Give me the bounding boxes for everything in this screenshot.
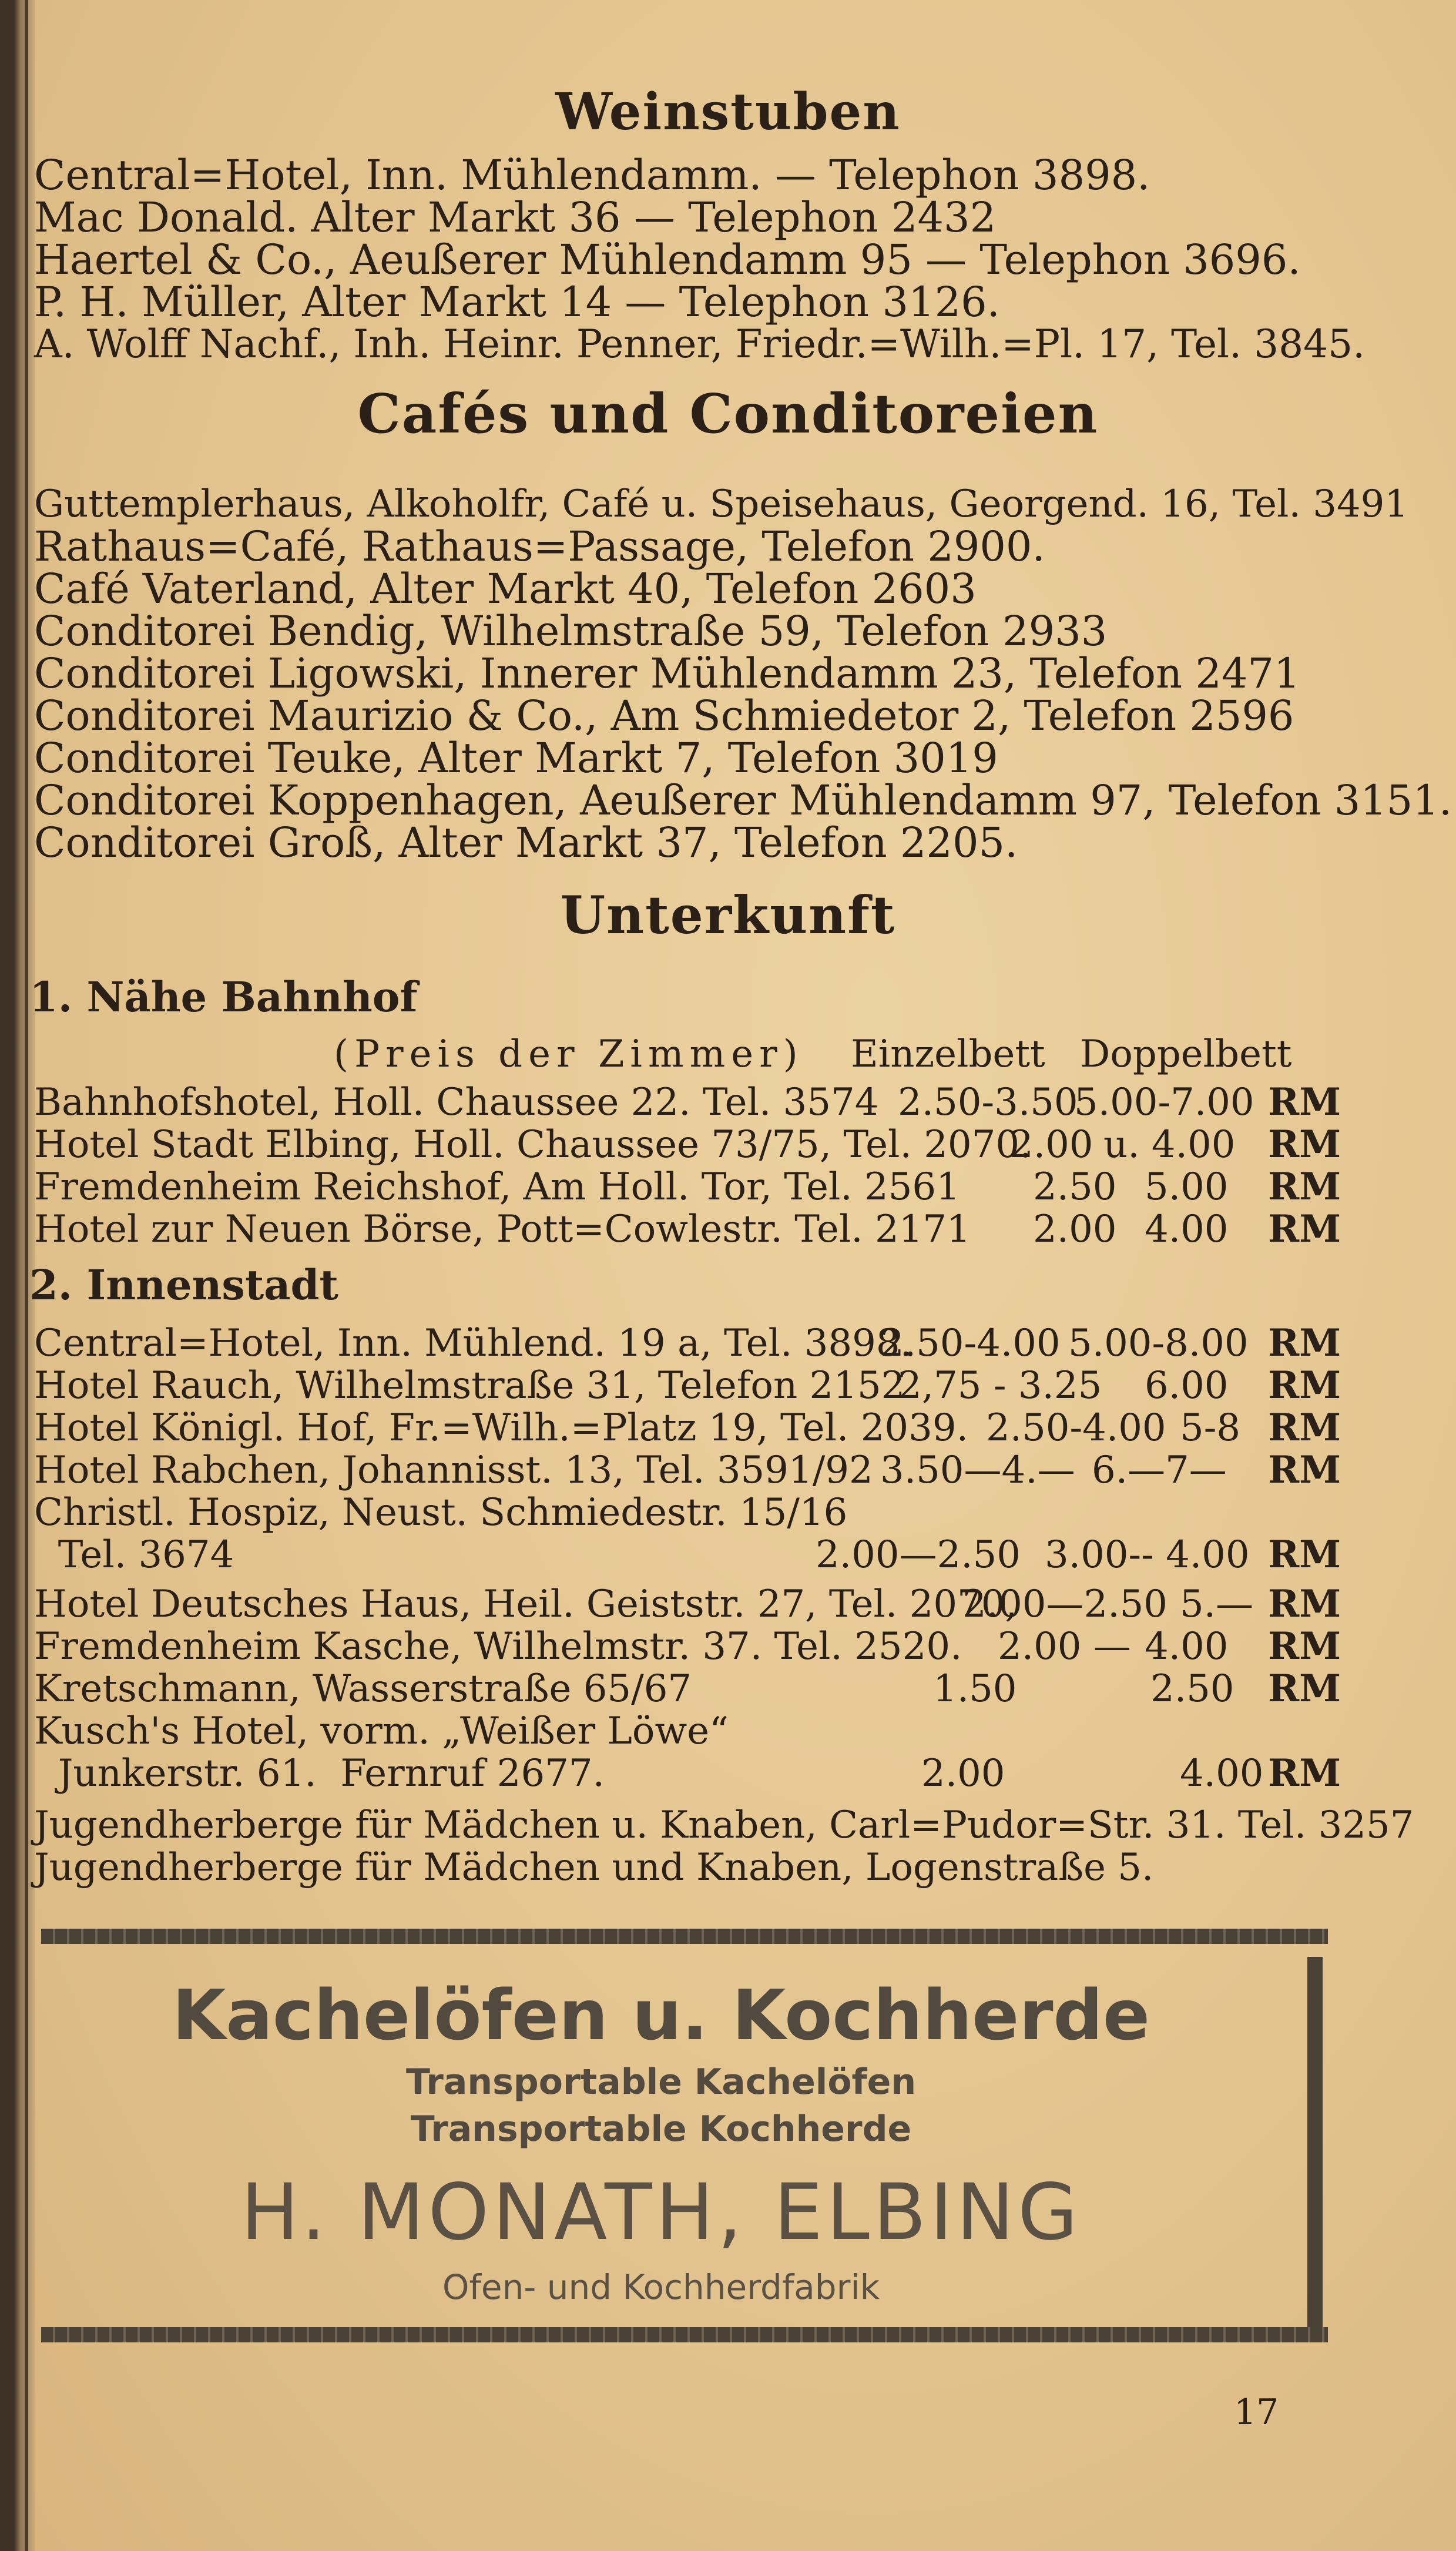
hotel-name: Hotel Rauch, Wilhelmstraße 31, Telefon 2152 [34, 1364, 905, 1407]
currency-unit: RM [1268, 1448, 1341, 1492]
cafe-entry: Conditorei Teuke, Alter Markt 7, Telefon 3019 [34, 734, 998, 782]
price-doppel: u. 4.00 [1103, 1123, 1236, 1166]
table-row [34, 1406, 1341, 1450]
table-row [34, 1363, 1341, 1407]
cafe-entry: Guttemplerhaus, Alkoholfr, Café u. Speisehaus, Georgend. 16, Tel. 3491 [34, 482, 1409, 526]
price-einzel: 2.50-4.00 [880, 1322, 1061, 1365]
subsection-heading-innenstadt: 2. Innenstadt [29, 1261, 338, 1309]
currency-unit: RM [1268, 1406, 1341, 1450]
price-header-preis: (Preis der Zimmer) [334, 1033, 804, 1076]
table-row [34, 1207, 1341, 1251]
price-einzel: 2.50 [1033, 1165, 1117, 1209]
weinstuben-entry: Mac Donald. Alter Markt 36 — Telephon 2432 [34, 193, 997, 242]
table-row [34, 1122, 1341, 1166]
price-einzel: 2.00 [1009, 1123, 1093, 1166]
hotel-name: Christl. Hospiz, Neust. Schmiedestr. 15/16 [34, 1491, 848, 1534]
currency-unit: RM [1268, 1321, 1341, 1365]
advert-top-border [41, 1929, 1328, 1944]
table-row [34, 1667, 1341, 1711]
price-doppel: 4.00 [1180, 1752, 1264, 1795]
weinstuben-entry: P. H. Müller, Alter Markt 14 — Telephon 3126. [34, 278, 1000, 326]
price-doppel: 5.00-7.00 [1074, 1081, 1254, 1124]
hotel-name: Hotel Königl. Hof, Fr.=Wilh.=Platz 19, Tel. 2039. [34, 1406, 968, 1450]
currency-unit: RM [1268, 1667, 1341, 1711]
price-einzel: 2.50-3.50 [898, 1081, 1078, 1124]
price-header-einzelbett: Einzelbett [851, 1033, 1045, 1076]
currency-unit: RM [1268, 1624, 1341, 1668]
table-row [34, 1321, 1341, 1365]
advert-line-2: Transportable Kochherde [410, 2108, 912, 2150]
price-einzel: 3.50—4.— [880, 1449, 1075, 1492]
price-header-row [34, 1033, 1338, 1075]
page-number: 17 [1234, 2392, 1279, 2433]
table-row [34, 1582, 1341, 1626]
price-doppel: 5.00-8.00 [1068, 1322, 1249, 1365]
price-doppel: 5.00 [1145, 1165, 1229, 1209]
currency-unit: RM [1268, 1582, 1341, 1626]
currency-unit: RM [1268, 1080, 1341, 1124]
youth-hostel-entry: Jugendherberge für Mädchen und Knaben, Logenstraße 5. [34, 1846, 1154, 1889]
price-header-doppelbett: Doppelbett [1080, 1033, 1292, 1076]
hotel-name: Kusch's Hotel, vorm. „Weißer Löwe“ [34, 1709, 729, 1753]
advert-bottom-border [41, 2327, 1328, 2342]
table-row [34, 1448, 1341, 1492]
hotel-name: Hotel Deutsches Haus, Heil. Geiststr. 27, Tel. 2070, [34, 1583, 1017, 1626]
weinstuben-entry: Haertel & Co., Aeußerer Mühlendamm 95 — Telephon 3696. [34, 236, 1301, 284]
currency-unit: RM [1268, 1363, 1341, 1407]
table-row [34, 1751, 1341, 1795]
price-doppel: 6.00 [1145, 1364, 1229, 1407]
price-doppel: 2.50 [1150, 1667, 1234, 1711]
price-einzel: 2.50-4.00 [986, 1406, 1166, 1450]
price-doppel: 3.00-- 4.00 [1045, 1533, 1250, 1577]
table-row [34, 1491, 1338, 1534]
hotel-name: Fremdenheim Kasche, Wilhelmstr. 37. Tel. 2520. [34, 1625, 962, 1668]
cafe-entry: Rathaus=Café, Rathaus=Passage, Telefon 2900. [34, 522, 1045, 571]
currency-unit: RM [1268, 1122, 1341, 1166]
table-row [34, 1533, 1341, 1577]
cafe-entry: Conditorei Groß, Alter Markt 37, Telefon 2205. [34, 819, 1018, 867]
weinstuben-entry: Central=Hotel, Inn. Mühlendamm. — Telephon 3898. [34, 151, 1150, 199]
table-row [34, 1165, 1341, 1209]
hotel-name: Hotel Stadt Elbing, Holl. Chaussee 73/75, Tel. 2070. [34, 1123, 1032, 1166]
price-doppel: 4.00 [1145, 1208, 1229, 1251]
advert-tagline: Ofen- und Kochherdfabrik [442, 2267, 880, 2307]
hotel-name: Hotel Rabchen, Johannisst. 13, Tel. 3591/92 [34, 1449, 873, 1492]
section-title-cafes: Cafés und Conditoreien [357, 382, 1099, 445]
table-row [34, 1710, 1338, 1752]
currency-unit: RM [1268, 1533, 1341, 1577]
currency-unit: RM [1268, 1751, 1341, 1795]
subsection-heading-bahnhof: 1. Nähe Bahnhof [29, 973, 418, 1021]
price-einzel: 1.50 [933, 1667, 1017, 1711]
advert-company: H. MONATH, ELBING [240, 2167, 1082, 2258]
hotel-name: Junkerstr. 61. Fernruf 2677. [34, 1752, 605, 1795]
price-doppel: 6.—7— [1092, 1449, 1227, 1492]
price-einzel: 2.00 — [998, 1625, 1131, 1668]
price-einzel: 2.00—2.50 [816, 1533, 1021, 1577]
cafe-entry: Conditorei Ligowski, Innerer Mühlendamm 23, Telefon 2471 [34, 649, 1300, 698]
hotel-name: Tel. 3674 [34, 1533, 234, 1577]
hotel-name: Bahnhofshotel, Holl. Chaussee 22. Tel. 3574 [34, 1081, 879, 1124]
table-row [34, 1624, 1341, 1668]
price-einzel: 2.00 [1033, 1208, 1117, 1251]
cafe-entry: Conditorei Koppenhagen, Aeußerer Mühlendamm 97, Telefon 3151. [34, 776, 1452, 824]
advert-headline: Kachelöfen u. Kochherde [172, 1975, 1150, 2056]
price-einzel: 2,75 - 3.25 [898, 1364, 1102, 1407]
section-title-unterkunft: Unterkunft [560, 884, 896, 946]
price-doppel: 5-8 [1180, 1406, 1241, 1450]
hotel-name: Kretschmann, Wasserstraße 65/67 [34, 1667, 692, 1711]
currency-unit: RM [1268, 1165, 1341, 1209]
advert-line-1: Transportable Kachelöfen [405, 2061, 917, 2103]
table-row [34, 1080, 1341, 1124]
price-einzel: 2.00 [921, 1752, 1005, 1795]
cafe-entry: Café Vaterland, Alter Markt 40, Telefon 2603 [34, 565, 977, 613]
weinstuben-entry: A. Wolff Nachf., Inh. Heinr. Penner, Friedr.=Wilh.=Pl. 17, Tel. 3845. [34, 321, 1366, 367]
price-einzel: 2.00—2.50 [962, 1583, 1168, 1626]
cafe-entry: Conditorei Maurizio & Co., Am Schmiedetor 2, Telefon 2596 [34, 692, 1294, 740]
hotel-name: Fremdenheim Reichshof, Am Holl. Tor, Tel. 2561 [34, 1165, 960, 1209]
cafe-entry: Conditorei Bendig, Wilhelmstraße 59, Telefon 2933 [34, 607, 1108, 655]
youth-hostel-entry: Jugendherberge für Mädchen u. Knaben, Carl=Pudor=Str. 31. Tel. 3257 [34, 1804, 1414, 1847]
price-doppel: 5.— [1180, 1583, 1254, 1626]
hotel-name: Central=Hotel, Inn. Mühlend. 19 a, Tel. 3898. [34, 1322, 912, 1365]
section-title-weinstuben: Weinstuben [555, 82, 901, 142]
price-doppel: 4.00 [1145, 1625, 1229, 1668]
currency-unit: RM [1268, 1207, 1341, 1251]
hotel-name: Hotel zur Neuen Börse, Pott=Cowlestr. Tel. 2171 [34, 1208, 971, 1251]
